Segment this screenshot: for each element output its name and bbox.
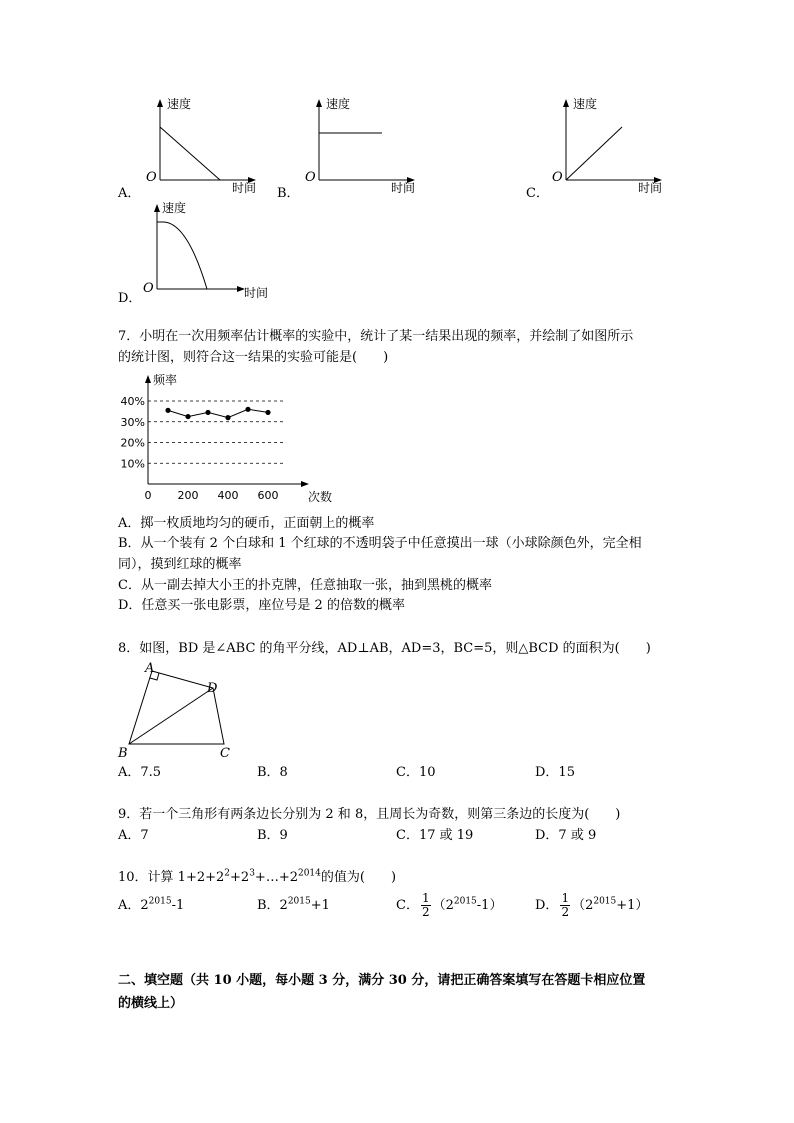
q10-option-c-fraction: $\frac{1}{2}$ <box>421 891 430 919</box>
chart-y-tick-label: 30% <box>120 415 145 429</box>
chart-y-tick-label: 10% <box>120 457 145 471</box>
q10-stem: 10．计算 $1+2+2^2+2^3+\dots+2^{2014}$的值为( ) <box>118 868 397 885</box>
q10-option-c: C． $\frac{1}{2}$ $(2^{2015}-1)$ <box>396 891 503 919</box>
q9-stem: 9．若一个三角形有两条边长分别为 2 和 8，且周长为奇数，则第三条边的长度为( ) <box>118 807 621 822</box>
q9-option-a: A．7 <box>118 828 149 843</box>
graph-d-ylabel: 速度 <box>162 201 187 215</box>
graph-a-curve <box>160 127 220 180</box>
chart-x-tick-label: 200 <box>177 489 199 502</box>
q7-option-d: D．任意买一张电影票，座位号是 2 的倍数的概率 <box>118 598 405 613</box>
q7-option-c: C．从一副去掉大小王的扑克牌，任意抽取一张，抽到黑桃的概率 <box>118 578 492 593</box>
q10-option-d-fraction: $\frac{1}{2}$ <box>561 891 570 919</box>
q8-option-c: C．10 <box>396 765 436 780</box>
q10-option-d: D． $\frac{1}{2}$ $(2^{2015}+1)$ <box>535 891 649 919</box>
chart-data-point <box>185 414 190 419</box>
graph-c-curve <box>566 127 622 180</box>
graph-b-origin: O <box>305 170 316 185</box>
graph-b-xlabel: 时间 <box>391 181 416 195</box>
q9-option-b: B．9 <box>257 828 288 843</box>
chart-data-point <box>265 410 270 415</box>
q7-stem-line2: 的统计图，则符合这一结果的实验可能是( ) <box>118 350 389 365</box>
graph-c-xlabel: 时间 <box>638 181 663 195</box>
section2-heading-line1: 二、填空题（共 10 小题，每小题 3 分，满分 30 分，请把正确答案填写在答题卡相应位置 <box>118 973 646 988</box>
q8-option-a: A．7.5 <box>118 765 162 780</box>
point-d-label: D <box>207 681 218 696</box>
graph-a-origin: O <box>146 170 157 185</box>
graph-c-origin: O <box>552 170 563 185</box>
graph-option-d-label: D． <box>118 291 142 306</box>
graph-b-ylabel: 速度 <box>326 97 351 111</box>
q7-option-a: A．掷一枚质地均匀的硬币，正面朝上的概率 <box>118 516 375 531</box>
q8-stem: 8．如图，BD 是∠ABC 的角平分线，AD⊥AB，AD=3，BC=5，则△BCD 的面积为( ) <box>118 641 651 656</box>
graph-b <box>299 95 429 195</box>
graph-a <box>140 95 270 195</box>
graph-option-b-label: B． <box>277 186 300 201</box>
q8-option-d: D．15 <box>535 765 575 780</box>
chart-x-tick-label: 0 <box>144 489 152 502</box>
point-b-label: B <box>118 746 128 761</box>
chart-data-point <box>225 415 230 420</box>
chart-y-tick-label: 20% <box>120 436 145 450</box>
q9-option-c: C．17 或 19 <box>396 828 474 843</box>
chart-x-tick-label: 600 <box>257 489 279 502</box>
point-a-label: A <box>145 661 155 676</box>
chart-y-arrow <box>145 375 151 383</box>
chart-data-point <box>205 410 210 415</box>
graph-d <box>137 198 277 298</box>
graph-d-origin: O <box>143 281 154 296</box>
chart-x-tick-label: 400 <box>217 489 239 502</box>
point-c-label: C <box>220 746 230 761</box>
graph-c <box>546 95 676 195</box>
chart-series-line <box>168 409 268 417</box>
q9-option-d: D．7 或 9 <box>535 828 597 843</box>
chart-x-label: 次数 <box>308 490 333 504</box>
chart-data-point <box>165 408 170 413</box>
chart-data-point <box>245 407 250 412</box>
q7-option-b: B．从一个装有 2 个白球和 1 个红球的不透明袋子中任意摸出一球（小球除颜色外，完全相 <box>118 536 642 551</box>
q7-option-b-cont: 同），摸到红球的概率 <box>118 557 242 572</box>
q10-option-b: B．$2^{2015}+1$ <box>257 896 330 913</box>
graph-a-xlabel: 时间 <box>232 181 257 195</box>
chart-x-arrow <box>301 481 309 487</box>
q8-option-b: B．8 <box>257 765 288 780</box>
section2-heading-line2: 的横线上） <box>118 996 184 1011</box>
chart-y-tick-label: 40% <box>120 395 145 408</box>
q7-stem-line1: 7．小明在一次用频率估计概率的实验中，统计了某一结果出现的频率，并绘制了如图所示 <box>118 329 634 344</box>
frequency-chart <box>110 372 333 507</box>
graph-c-ylabel: 速度 <box>573 97 598 111</box>
chart-y-label: 频率 <box>153 373 178 387</box>
graph-option-c-label: C． <box>526 186 549 201</box>
graph-a-ylabel: 速度 <box>167 97 192 111</box>
q10-option-a: A．$2^{2015}-1$ <box>118 896 185 913</box>
graph-d-xlabel: 时间 <box>244 286 269 300</box>
segment-bd <box>129 688 213 744</box>
triangle-figure <box>115 660 245 760</box>
graph-option-a-label: A． <box>118 186 141 201</box>
graph-d-curve <box>157 222 207 289</box>
